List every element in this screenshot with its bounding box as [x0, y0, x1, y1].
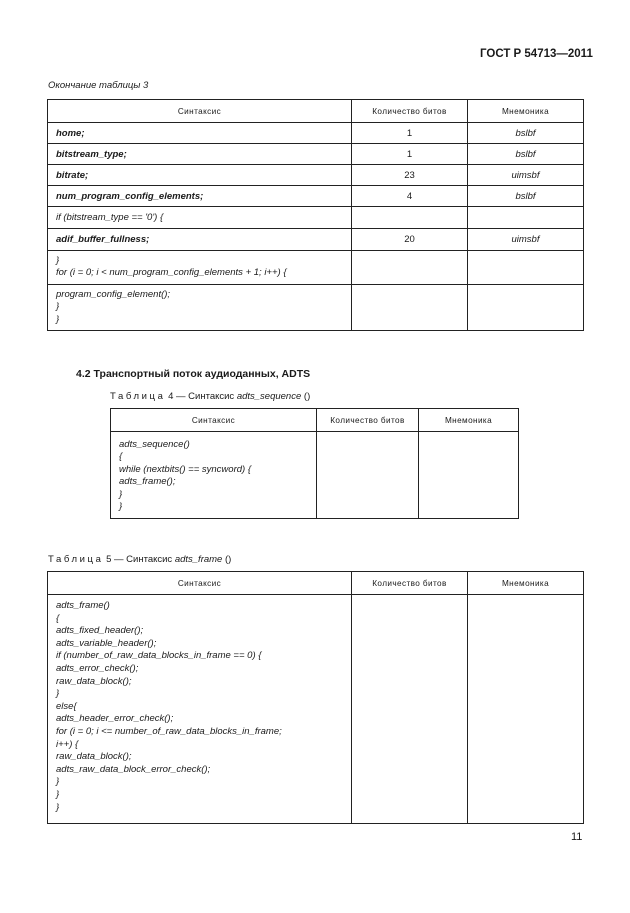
table4: [110, 408, 519, 519]
syntax-cell: bitrate;: [48, 165, 352, 186]
table5-col-bits: Количество битов: [352, 572, 468, 595]
bits-cell: [352, 595, 468, 824]
table3-col-bits: Количество битов: [352, 100, 468, 123]
bits-cell: [352, 251, 468, 285]
table4-col-mnemonic: Мнемоника: [419, 409, 519, 432]
table5-header-row: [48, 572, 584, 595]
code-line: adts_variable_header();: [56, 637, 157, 649]
syntax-cell: if (bitstream_type == '0') {: [48, 207, 352, 229]
code-line: program_config_element();: [56, 289, 171, 300]
bits-cell: [317, 432, 419, 519]
code-line: for (i = 0; i < num_program_config_elements + 1; i++) {: [56, 267, 287, 279]
table5: [47, 571, 584, 824]
code-line: }: [56, 776, 60, 788]
bits-cell: [352, 207, 468, 229]
code-line: adts_frame();: [119, 476, 176, 488]
mnemonic-cell: bslbf: [468, 144, 584, 165]
code-line: adts_frame(): [56, 600, 110, 611]
code-line: if (number_of_raw_data_blocks_in_frame == 0) {: [56, 650, 262, 662]
syntax-cell: [48, 251, 352, 285]
code-line: }: [119, 501, 123, 513]
bits-cell: [352, 285, 468, 331]
code-line: else{: [56, 700, 77, 712]
table5-col-syntax: Синтаксис: [48, 572, 352, 595]
table-row: [48, 229, 584, 251]
table4-col-bits: Количество битов: [317, 409, 419, 432]
code-line: }: [56, 688, 60, 700]
table3-header-row: [48, 100, 584, 123]
code-line: adts_header_error_check();: [56, 713, 174, 725]
code-line: raw_data_block();: [56, 751, 132, 763]
code-line: adts_sequence(): [119, 439, 190, 450]
code-line: }: [56, 301, 60, 313]
section-title: 4.2 Транспортный поток аудиоданных, ADTS: [76, 368, 311, 380]
table-row: [111, 432, 519, 519]
caption-number: 5 — Синтаксис: [106, 554, 173, 565]
table3: [47, 99, 584, 331]
table3-col-syntax: Синтаксис: [48, 100, 352, 123]
table-row: [48, 123, 584, 144]
caption-suffix: (): [222, 554, 232, 565]
bits-cell: 20: [352, 229, 468, 251]
table5-caption: [48, 554, 231, 565]
caption-number: 4 — Синтаксис: [168, 391, 235, 402]
code-line: while (nextbits() == syncword) {: [119, 463, 251, 475]
table-row: [48, 165, 584, 186]
syntax-cell: num_program_config_elements;: [48, 186, 352, 207]
syntax-cell: home;: [48, 123, 352, 144]
table-row: [48, 186, 584, 207]
mnemonic-cell: [468, 207, 584, 229]
bits-cell: 1: [352, 144, 468, 165]
syntax-cell: adif_buffer_fullness;: [48, 229, 352, 251]
bits-cell: 23: [352, 165, 468, 186]
mnemonic-cell: [468, 251, 584, 285]
mnemonic-cell: [468, 595, 584, 824]
caption-label: Таблица: [110, 391, 166, 402]
mnemonic-cell: [419, 432, 519, 519]
bits-cell: 4: [352, 186, 468, 207]
mnemonic-cell: bslbf: [468, 186, 584, 207]
table5-col-mnemonic: Мнемоника: [468, 572, 584, 595]
caption-label: Таблица: [48, 554, 104, 565]
code-line: adts_fixed_header();: [56, 625, 144, 637]
table-row: [48, 251, 584, 285]
caption-func: adts_sequence: [236, 391, 302, 402]
table3-col-mnemonic: Мнемоника: [468, 100, 584, 123]
table4-caption: [110, 391, 310, 402]
code-line: {: [56, 612, 60, 624]
code-line: }: [119, 488, 123, 500]
table-row: [48, 207, 584, 229]
table-row: [48, 595, 584, 824]
syntax-cell: bitstream_type;: [48, 144, 352, 165]
bits-cell: 1: [352, 123, 468, 144]
syntax-cell: [48, 285, 352, 331]
code-line: }: [56, 313, 60, 325]
table-row: [48, 285, 584, 331]
syntax-cell: [111, 432, 317, 519]
page-number: 11: [571, 831, 583, 843]
mnemonic-cell: bslbf: [468, 123, 584, 144]
code-line: raw_data_block();: [56, 675, 132, 687]
code-line: for (i = 0; i <= number_of_raw_data_blocks_in_frame;: [56, 725, 282, 737]
mnemonic-cell: uimsbf: [468, 229, 584, 251]
code-line: }: [56, 255, 60, 266]
code-line: i++) {: [56, 738, 79, 750]
standard-header: ГОСТ Р 54713—2011: [480, 48, 593, 60]
table-row: [48, 144, 584, 165]
caption-func: adts_frame: [174, 554, 223, 565]
mnemonic-cell: uimsbf: [468, 165, 584, 186]
code-line: }: [56, 801, 60, 813]
caption-suffix: (): [301, 391, 311, 402]
mnemonic-cell: [468, 285, 584, 331]
code-line: {: [119, 451, 123, 463]
table4-col-syntax: Синтаксис: [111, 409, 317, 432]
table3-caption: Окончание таблицы 3: [48, 80, 149, 91]
syntax-cell: [48, 595, 352, 824]
code-line: adts_raw_data_block_error_check();: [56, 763, 211, 775]
table4-header-row: [111, 409, 519, 432]
code-line: }: [56, 788, 60, 800]
code-line: adts_error_check();: [56, 662, 139, 674]
